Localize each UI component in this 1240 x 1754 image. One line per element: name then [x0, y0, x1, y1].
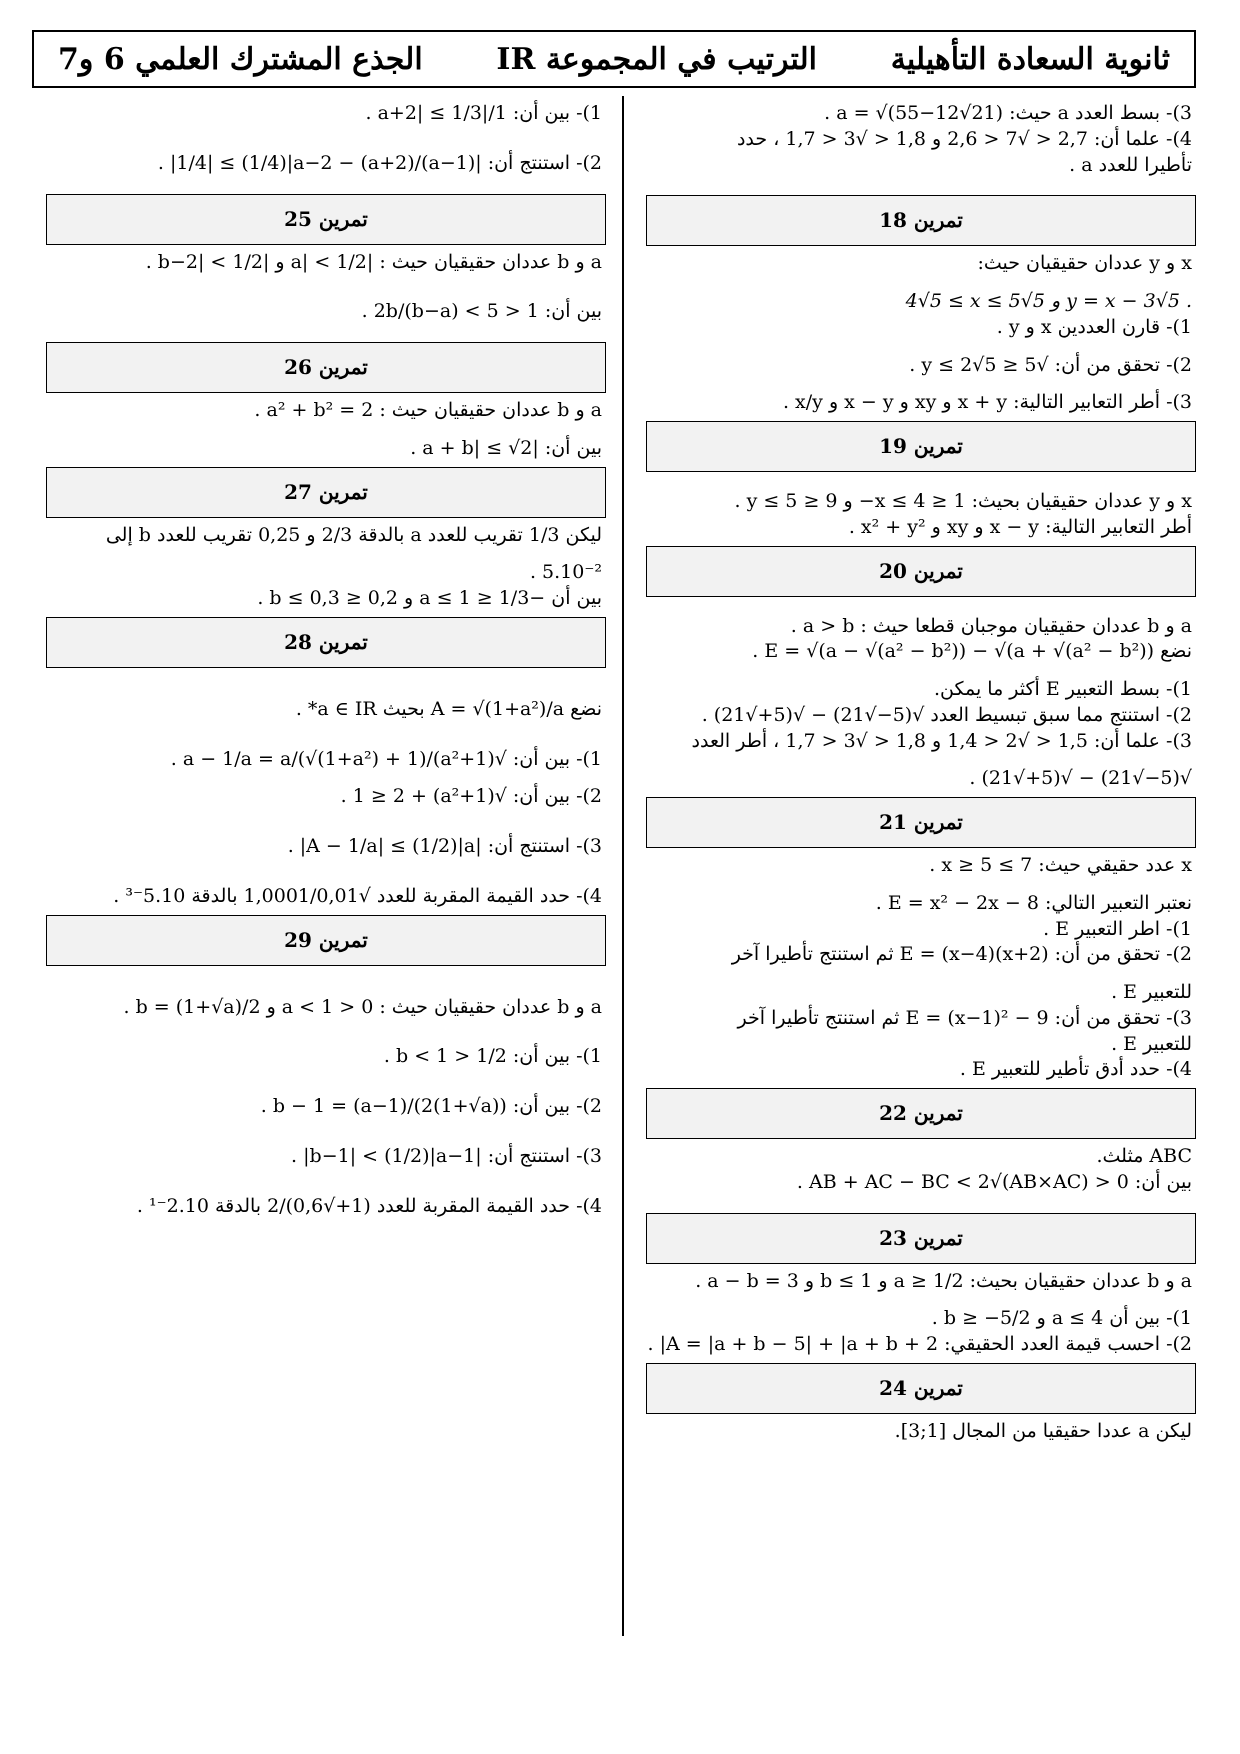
spacer — [646, 666, 1196, 676]
text-line: x و y عددان حقيقيان حيث: — [977, 252, 1192, 275]
text-line: ليكن a عددا حقيقيا من المجال [1;3]. — [894, 1419, 1192, 1442]
text-line: للتعبير E . — [1111, 1032, 1192, 1055]
spacer — [646, 603, 1196, 613]
text-line: 4)- حدد أدق تأطير للتعبير E . — [959, 1058, 1192, 1081]
text-line: 3)- بسط العدد a حيث: a = √(55−12√21) . — [824, 102, 1192, 124]
exercise-title: تمرين 24 — [646, 1363, 1196, 1414]
spacer — [46, 1121, 606, 1143]
spacer — [46, 1021, 606, 1043]
exercise-title: تمرين 18 — [646, 195, 1196, 246]
spacer — [646, 1295, 1196, 1305]
text-line: 2)- استنتج مما سبق تبسيط العدد √(5−√21) − √(5+√21) . — [701, 703, 1192, 726]
text-line: 3)- أطر التعابير التالية: x + y و xy و x − y و x/y . — [782, 391, 1192, 414]
text-line: 2)- استنتج أن: |(a−1)/(a+2) − 1/4| ≤ (1/4)|a−2| . — [157, 151, 602, 174]
text-line: 2)- بين أن: b − 1 = (a−1)/(2(1+√a)) . — [260, 1095, 602, 1117]
exercise-title: تمرين 28 — [46, 617, 606, 668]
text-line: للتعبير E . — [1111, 981, 1192, 1003]
exercise-title: تمرين 21 — [646, 797, 1196, 848]
spacer — [646, 880, 1196, 890]
text-line: نضع E = √(a − √(a² − b²)) − √(a + √(a² − b²)) . — [752, 640, 1192, 663]
text-line: ليكن 1/3 تقريب للعدد a بالدقة 2/3 و 0,25 تقريب للعدد b إلى — [105, 523, 602, 546]
spacer — [46, 811, 606, 833]
text-line: 1)- بين أن a ≤ 4 و b ≥ −5/2 . — [931, 1307, 1192, 1330]
text-line: أطر التعابير التالية: x − y و xy و x² + y² . — [848, 515, 1192, 538]
text-line: x عدد حقيقي حيث: 7 ≥ x ≥ 5 . — [929, 854, 1192, 876]
spacer — [46, 178, 606, 188]
spacer — [46, 773, 606, 783]
text-line: 1)- بين أن: √(1+a²)/a − 1/a = a/(√(1+a²) + 1) . — [170, 747, 602, 770]
text-line: 4)- حدد القيمة المقربة للعدد √1,0001/0,01 بالدقة 5.10⁻³ . — [113, 884, 602, 907]
text-line: ABC مثلث. — [1096, 1145, 1192, 1167]
text-line: 1)- بين أن: 1/|a+2| ≤ 1/3 . — [365, 102, 602, 124]
spacer — [646, 755, 1196, 765]
spacer — [646, 342, 1196, 352]
text-line: 3)- استنتج أن: |b−1| < (1/2)|a−1| . — [291, 1144, 602, 1167]
text-line: 1)- بين أن: 1/2 < b < 1 . — [383, 1045, 602, 1068]
right-column — [646, 100, 1196, 1446]
spacer — [646, 379, 1196, 389]
spacer — [646, 478, 1196, 488]
text-line: نعتبر التعبير التالي: E = x² − 2x − 8 . — [875, 891, 1192, 914]
text-line: بين أن: 1 < 2b/(b−a) < 5 . — [361, 300, 602, 323]
text-line: 4)- حدد القيمة المقربة للعدد (1+√0,6)/2 بالدقة 2.10⁻¹ . — [136, 1194, 602, 1217]
text-line: نضع A = √(1+a²)/a بحيث a ∈ IR* . — [295, 697, 602, 720]
spacer — [46, 128, 606, 150]
text-line: بين أن: 0 < AB + AC − BC < 2√(AB×AC) . — [796, 1170, 1192, 1193]
exercise-title: تمرين 29 — [46, 915, 606, 966]
spacer — [46, 326, 606, 336]
text-line: 2)- بين أن: √(1+a²) + 1 ≥ 2 . — [340, 785, 602, 808]
text-line: 1)- اطر التعبير E . — [1043, 917, 1192, 940]
spacer — [46, 724, 606, 746]
spacer — [46, 1071, 606, 1093]
exercise-title: تمرين 25 — [46, 194, 606, 245]
exercise-title: تمرين 20 — [646, 546, 1196, 597]
text-line: تأطيرا للعدد a . — [1069, 153, 1192, 176]
school-name: ثانوية السعادة التأهيلية — [890, 41, 1170, 77]
text-line: 5.10⁻² . — [529, 561, 602, 584]
text-line: a و b عددان حقيقيان حيث : a² + b² = 2 . — [254, 399, 602, 421]
exercise-title: تمرين 23 — [646, 1213, 1196, 1264]
text-line: a و b عددان حقيقيان حيث : 0 < a < 1 و b = (1+√a)/2 . — [123, 995, 602, 1018]
text-line: a و b عددان حقيقيان حيث : |a| < 1/2 و |b−2| < 1/2 . — [145, 250, 602, 273]
text-line: x و y عددان حقيقيان بحيث: 1 ≤ x ≤ 4− و 9 ≤ y ≤ 5 . — [734, 490, 1192, 512]
spacer — [646, 969, 1196, 979]
spacer — [46, 1171, 606, 1193]
text-line: بين أن −1/3 ≤ a ≤ 1 و 0,2 ≤ b ≤ 0,3 . — [257, 587, 602, 609]
text-line: 2)- تحقق من أن: E = (x−4)(x+2) ثم استنتج تأطيرا آخر — [731, 943, 1192, 966]
spacer — [46, 276, 606, 298]
level-label: الجذع المشترك العلمي 6 و7 — [58, 41, 423, 77]
spacer — [46, 861, 606, 883]
spacer — [646, 179, 1196, 189]
text-line: 3)- استنتج أن: |A − 1/a| ≤ (1/2)|a| . — [287, 835, 602, 857]
spacer — [646, 278, 1196, 288]
page-header — [32, 30, 1196, 88]
text-line: 3)- علما أن: 1,5 < √2 < 1,4 و 1,8 < √3 < 1,7 ، أطر العدد — [691, 729, 1192, 752]
exercise-title: تمرين 26 — [46, 342, 606, 393]
text-line: 1)- بسط التعبير E أكثر ما يمكن. — [933, 678, 1192, 700]
column-divider — [622, 96, 624, 1636]
exercise-title: تمرين 22 — [646, 1088, 1196, 1139]
text-line: a و b عددان حقيقيان موجبان قطعا حيث : a > b . — [790, 614, 1192, 637]
text-line: √(5−√21) − √(5+√21) . — [969, 767, 1192, 790]
text-line: 2)- احسب قيمة العدد الحقيقي: A = |a + b − 5| + |a + b + 2| . — [647, 1333, 1192, 1355]
text-line: 2)- تحقق من أن: √5 ≤ y ≤ 2√5 . — [909, 353, 1192, 376]
spacer — [46, 425, 606, 435]
exercise-title: تمرين 27 — [46, 467, 606, 518]
spacer — [46, 972, 606, 994]
left-column — [46, 100, 606, 1220]
spacer — [646, 1197, 1196, 1207]
text-line: 3)- تحقق من أن: E = (x−1)² − 9 ثم استنتج تأطيرا آخر — [737, 1006, 1192, 1029]
exercise-title: تمرين 19 — [646, 421, 1196, 472]
text-line: بين أن: |a + b| ≤ √2 . — [410, 436, 602, 459]
spacer — [46, 674, 606, 696]
text-line: 4)- علما أن: 2,7 < √7 < 2,6 و 1,8 < √3 < 1,7 ، حدد — [736, 127, 1192, 150]
spacer — [46, 549, 606, 559]
text-line: 1)- قارن العددين x و y . — [996, 315, 1192, 338]
text-line: a و b عددان حقيقيان بحيث: a ≥ 1/2 و b ≤ 1 و a − b = 3 . — [695, 1269, 1192, 1292]
math-line: 4√5 ≤ x ≤ 5√5 و y = x − 3√5 . — [905, 290, 1192, 312]
topic-title: الترتيب في المجموعة IR — [496, 41, 818, 77]
